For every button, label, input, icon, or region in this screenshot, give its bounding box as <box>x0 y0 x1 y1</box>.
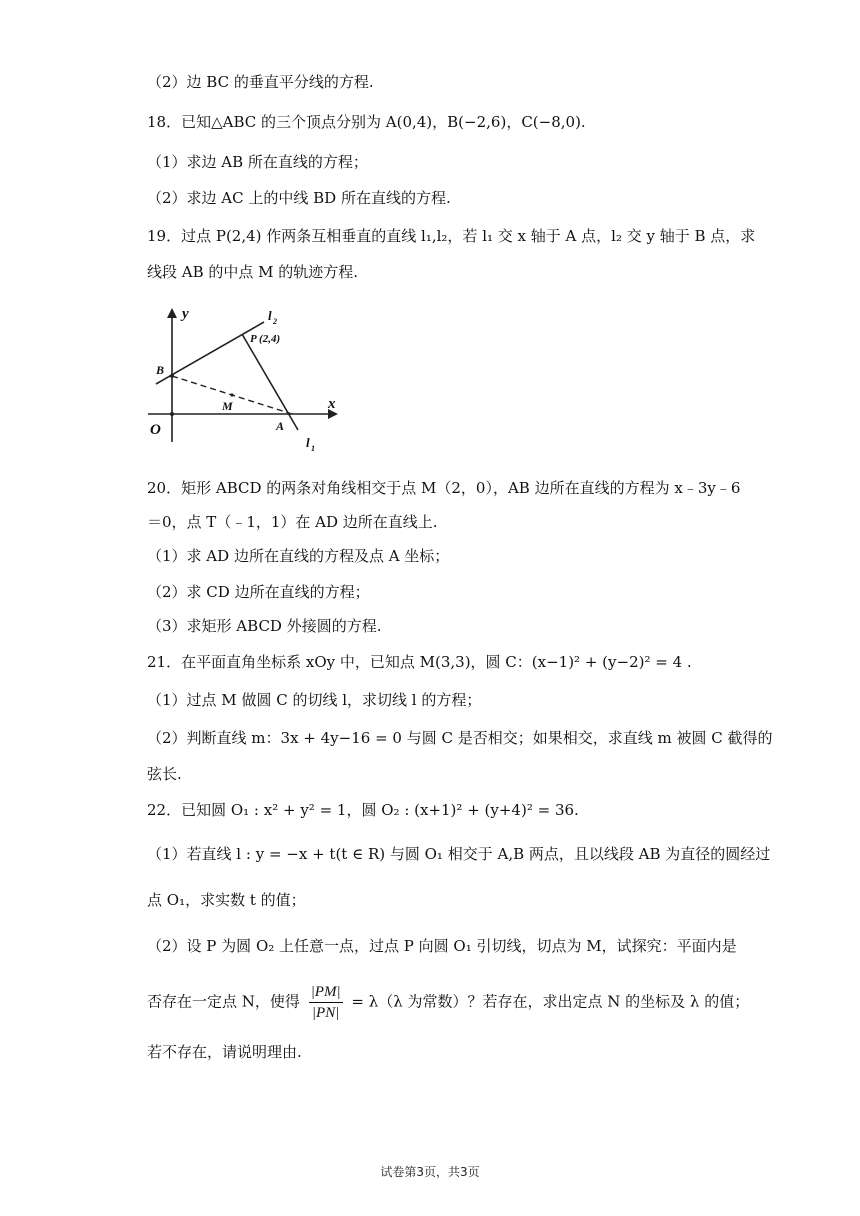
label-x: x <box>328 396 336 412</box>
line-q17-2: （2）边 BC 的垂直平分线的方程. <box>147 73 374 91</box>
question-20-part-3: （3）求矩形 ABCD 外接圆的方程. <box>147 617 382 635</box>
label-l1-sub: 1 <box>311 444 315 453</box>
ratio-fraction <box>309 982 343 1023</box>
question-20-part-1: （1）求 AD 边所在直线的方程及点 A 坐标； <box>147 547 450 565</box>
question-20-line-1: 20．矩形 ABCD 的两条对角线相交于点 M（2，0），AB 边所在直线的方程为 x﹣3y﹣6 <box>147 479 741 497</box>
question-22-part-2-line-3: 若不存在，请说明理由. <box>147 1043 302 1061</box>
question-21-part-1: （1）过点 M 做圆 C 的切线 l，求切线 l 的方程； <box>147 691 482 709</box>
fraction-denominator: |PN| <box>311 1005 340 1021</box>
label-m: M <box>222 399 233 413</box>
label-b: B <box>156 363 165 377</box>
question-22-part-1-line-2: 点 O₁，求实数 t 的值； <box>147 891 306 909</box>
geometry-figure <box>146 302 354 454</box>
label-o: O <box>150 422 161 438</box>
question-21: 21．在平面直角坐标系 xOy 中，已知点 M(3,3)，圆 C：(x−1)² + (y−2)² = 4 . <box>147 653 692 671</box>
fraction-numerator: |PM| <box>309 982 343 1003</box>
question-22: 22．已知圆 O₁ : x² + y² = 1，圆 O₂ : (x+1)² + (y+4)² = 36. <box>147 801 579 819</box>
question-20-line-2: ＝0，点 T（﹣1，1）在 AD 边所在直线上. <box>147 513 438 531</box>
q22-part2-prefix: 否存在一定点 N，使得 <box>147 992 300 1011</box>
point-b <box>170 374 174 378</box>
q22-part2-suffix: = λ（λ 为常数）？若存在，求出定点 N 的坐标及 λ 的值； <box>351 992 750 1011</box>
question-21-part-2-cont: 弦长. <box>147 765 182 783</box>
question-18: 18．已知△ABC 的三个顶点分别为 A(0,4)，B(−2,6)，C(−8,0). <box>147 113 586 131</box>
question-19-line-1: 19．过点 P(2,4) 作两条互相垂直的直线 l₁,l₂，若 l₁ 交 x 轴于 A 点，l₂ 交 y 轴于 B 点，求 <box>147 227 756 245</box>
question-18-part-2: （2）求边 AC 上的中线 BD 所在直线的方程. <box>147 189 451 207</box>
label-l2-sub: 2 <box>273 317 277 326</box>
question-18-part-1: （1）求边 AB 所在直线的方程； <box>147 153 368 171</box>
label-y: y <box>182 306 189 322</box>
page-footer: 试卷第3页，共3页 <box>380 1165 480 1179</box>
label-l2: l <box>268 308 272 323</box>
line-l1 <box>242 334 298 430</box>
label-l1: l <box>306 435 310 450</box>
question-21-part-2: （2）判断直线 m：3x + 4y−16 = 0 与圆 C 是否相交；如果相交，求直线 m 被圆 C 截得的 <box>147 729 773 747</box>
point-o <box>170 412 174 416</box>
question-22-part-2-line-2 <box>147 982 749 1023</box>
label-a: A <box>276 419 285 433</box>
question-20-part-2: （2）求 CD 边所在直线的方程； <box>147 583 370 601</box>
y-axis-arrow <box>167 308 177 318</box>
point-m <box>230 393 233 396</box>
question-22-part-2-line-1: （2）设 P 为圆 O₂ 上任意一点，过点 P 向圆 O₁ 引切线，切点为 M，试探究：平面内是 <box>147 937 737 955</box>
question-22-part-1-line-1: （1）若直线 l : y = −x + t(t ∈ R) 与圆 O₁ 相交于 A,B 两点，且以线段 AB 为直径的圆经过 <box>147 845 771 863</box>
question-19-line-2: 线段 AB 的中点 M 的轨迹方程. <box>147 263 359 281</box>
label-p: P (2,4) <box>250 333 281 345</box>
